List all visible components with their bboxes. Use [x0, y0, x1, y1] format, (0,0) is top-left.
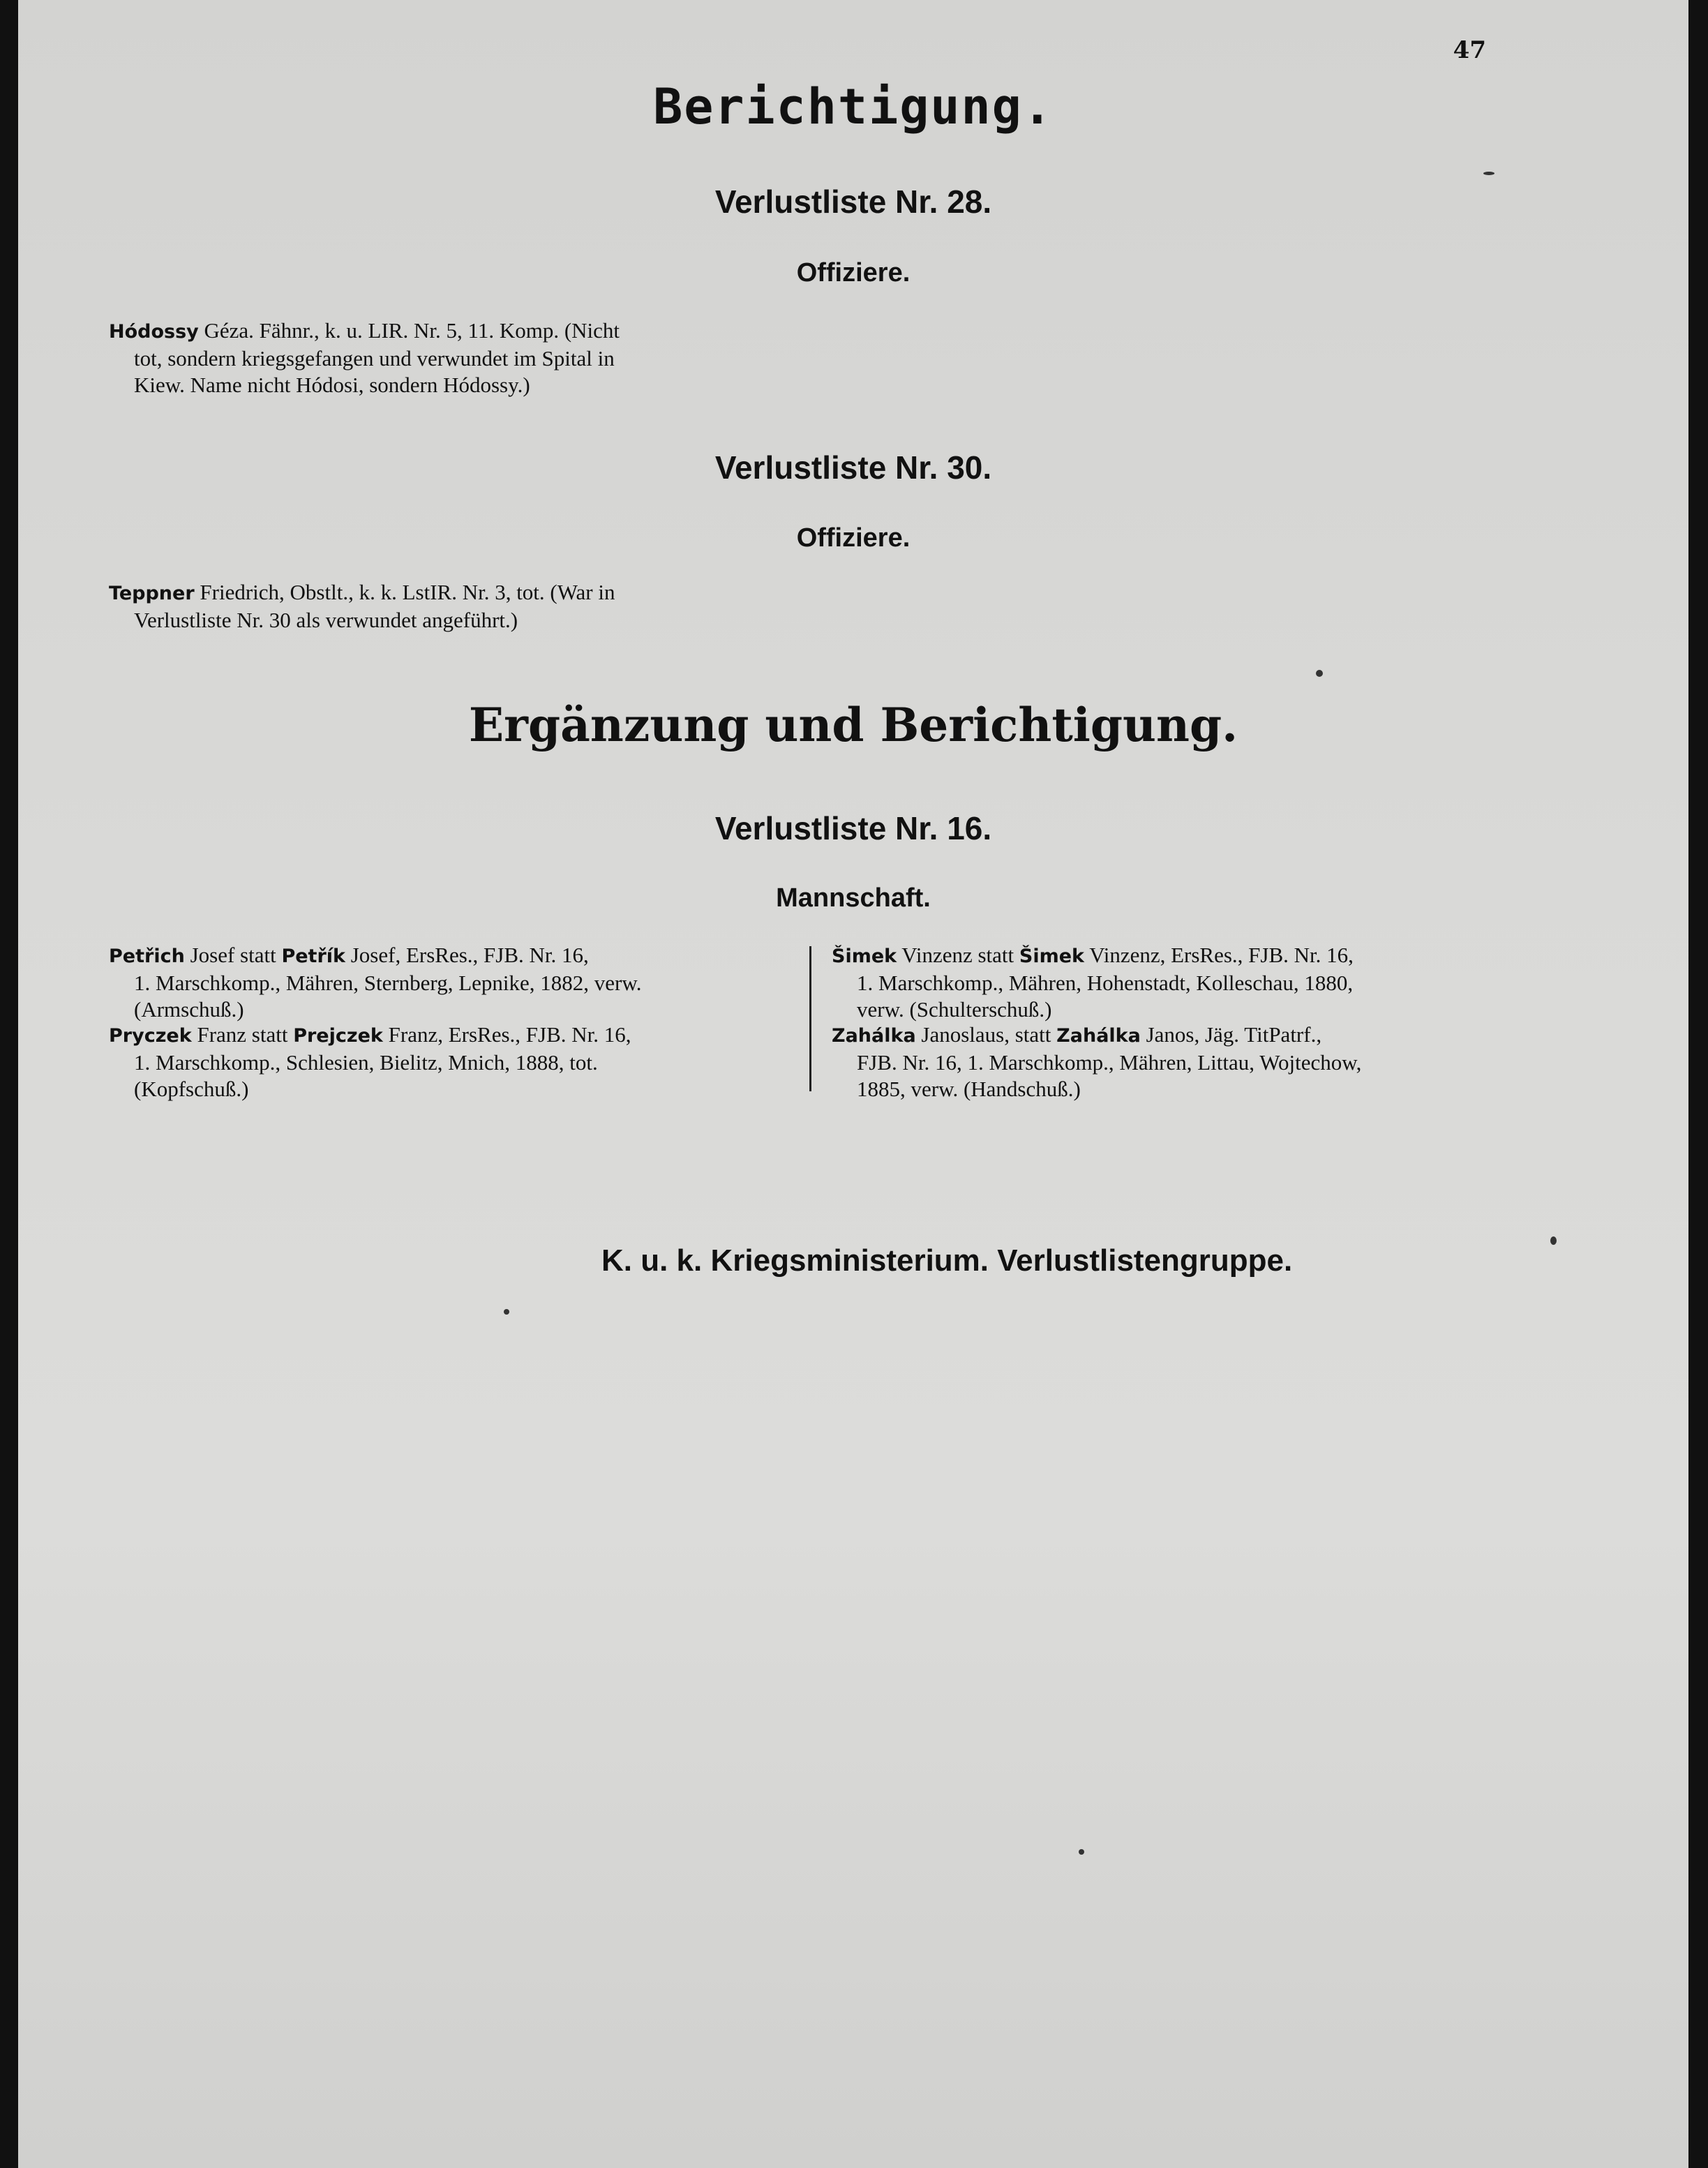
section-title-ergaenzung: Ergänzung und Berichtigung. — [468, 698, 1238, 752]
entry-alt-name: Petřík — [281, 945, 345, 967]
entry-petrich — [109, 942, 804, 1023]
entry-name: Hódossy — [109, 321, 199, 343]
paper-speck — [1550, 1236, 1557, 1245]
entry-name: Petřich — [109, 945, 185, 967]
entry-text: Kiew. Name nicht Hódosi, sondern Hódossy.) — [134, 373, 530, 397]
entry-text: Josef statt — [184, 943, 282, 967]
entry-zahalka — [832, 1022, 1529, 1102]
entry-alt-name: Prejczek — [293, 1025, 383, 1047]
entry-text: verw. (Schulterschuß.) — [857, 997, 1052, 1022]
subheading-offiziere-30: Offiziere. — [796, 523, 911, 553]
entry-text: (Kopfschuß.) — [134, 1077, 249, 1101]
paper-speck — [1079, 1849, 1084, 1855]
page-number: 47 — [1453, 36, 1486, 64]
entry-name: Zahálka — [832, 1025, 916, 1047]
entry-hodossy — [109, 317, 809, 398]
entry-alt-name: Šimek — [1019, 945, 1084, 967]
paper-speck — [1316, 670, 1323, 677]
entry-text: 1885, verw. (Handschuß.) — [857, 1077, 1081, 1101]
entry-text: 1. Marschkomp., Mähren, Sternberg, Lepnike, 1882, verw. — [134, 971, 642, 995]
document-page — [18, 0, 1688, 2168]
entry-text: Géza. Fähnr., k. u. LIR. Nr. 5, 11. Komp. (Nicht — [198, 318, 620, 343]
entry-name: Pryczek — [109, 1025, 192, 1047]
entry-text: Verlustliste Nr. 30 als verwundet angeführt.) — [134, 608, 518, 632]
entry-text: (Armschuß.) — [134, 997, 244, 1022]
section-title-berichtigung: Berichtigung. — [653, 78, 1054, 135]
entry-text: Friedrich, Obstlt., k. k. LstIR. Nr. 3, tot. (War in — [194, 580, 615, 604]
entry-text: tot, sondern kriegsgefangen und verwundet im Spital in — [134, 346, 615, 371]
entry-text: Franz statt — [191, 1022, 294, 1047]
paper-speck — [1483, 172, 1494, 175]
entry-teppner — [109, 579, 809, 634]
entry-text: Franz, ErsRes., FJB. Nr. 16, — [382, 1022, 631, 1047]
heading-verlustliste-28: Verlustliste Nr. 28. — [714, 184, 992, 220]
signature-line: K. u. k. Kriegsministerium. Verlustlistengruppe. — [601, 1243, 1293, 1278]
entry-text: Vinzenz, ErsRes., FJB. Nr. 16, — [1084, 943, 1354, 967]
entry-text: Vinzenz statt — [897, 943, 1019, 967]
entry-simek — [832, 942, 1529, 1023]
entry-alt-name: Zahálka — [1056, 1025, 1141, 1047]
entry-text: Janos, Jäg. TitPatrf., — [1140, 1022, 1322, 1047]
entry-pryczek — [109, 1022, 804, 1102]
entry-name: Šimek — [832, 945, 897, 967]
entry-text: Josef, ErsRes., FJB. Nr. 16, — [345, 943, 589, 967]
entry-text: Janoslaus, statt — [915, 1022, 1057, 1047]
column-divider — [809, 946, 811, 1091]
paper-speck — [504, 1309, 509, 1315]
subheading-offiziere-28: Offiziere. — [796, 258, 911, 287]
entry-text: 1. Marschkomp., Schlesien, Bielitz, Mnich, 1888, tot. — [134, 1050, 598, 1075]
entry-text: 1. Marschkomp., Mähren, Hohenstadt, Kolleschau, 1880, — [857, 971, 1354, 995]
entry-text: FJB. Nr. 16, 1. Marschkomp., Mähren, Littau, Wojtechow, — [857, 1050, 1362, 1075]
heading-verlustliste-16: Verlustliste Nr. 16. — [714, 810, 992, 846]
entry-name: Teppner — [109, 583, 195, 604]
subheading-mannschaft: Mannschaft. — [776, 883, 931, 913]
heading-verlustliste-30: Verlustliste Nr. 30. — [714, 449, 992, 486]
